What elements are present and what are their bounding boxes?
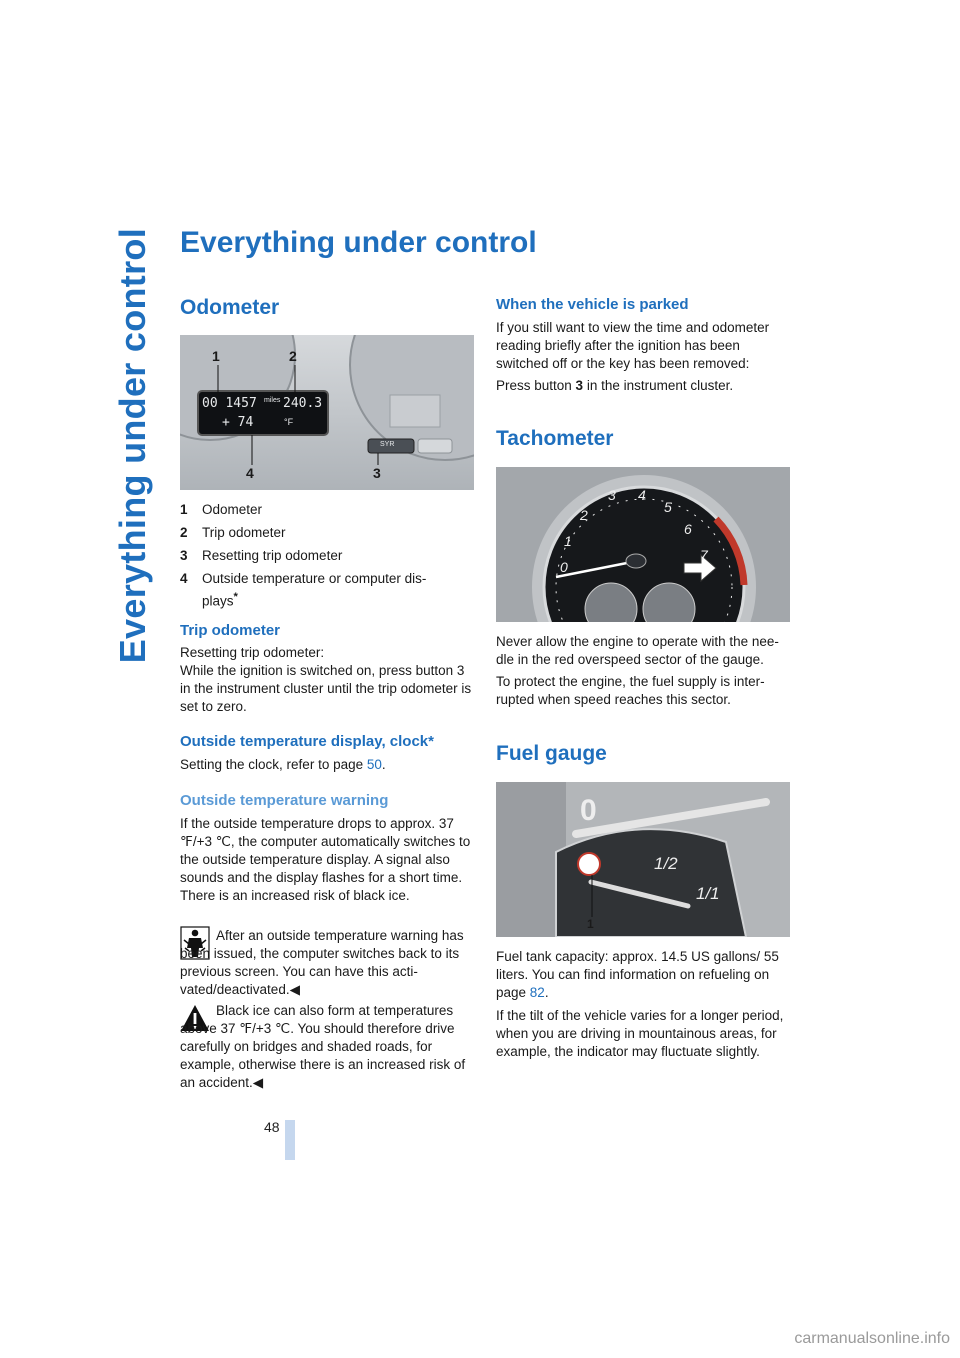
page-link-50[interactable]: 50 bbox=[366, 757, 382, 772]
footnote-star: * bbox=[233, 591, 238, 603]
fuel-gauge-illustration bbox=[496, 782, 790, 937]
trip-text-2: While the ignition is switched on, press button 3 in the instrument cluster until the trip odometer is set to zero. bbox=[180, 663, 472, 714]
odometer-heading: Odometer bbox=[180, 296, 280, 319]
tachometer-figure bbox=[496, 467, 790, 622]
fuel-callout-1: 1 bbox=[587, 917, 594, 931]
list-label: Trip odometer bbox=[202, 525, 286, 540]
outside-warning-text: If the outside temperature drops to approx. 37 ℉/+3 ℃, the computer automatically switches to the outside temperature display. A signal also sounds and the display flashes for a short time. There is an increased risk of black ice. bbox=[180, 816, 471, 903]
side-chapter-title: Everything under control bbox=[112, 228, 153, 664]
outside-warning-heading: Outside temperature warning bbox=[180, 792, 389, 809]
page-link-82[interactable]: 82 bbox=[529, 985, 545, 1000]
lcd-temperature: + 74 bbox=[222, 415, 254, 430]
callout-4: 4 bbox=[246, 465, 254, 481]
trip-text-1: Resetting trip odometer: bbox=[180, 645, 325, 660]
fuel-gauge-heading: Fuel gauge bbox=[496, 742, 607, 765]
note-2-text: Black ice can also form at temperatures above 37 ℉/+3 ℃. You should therefore drive carefully on bridges and shaded roads, for example, otherwise there is an increased risk of an accident.◀ bbox=[180, 1003, 466, 1090]
odometer-illustration bbox=[180, 335, 474, 490]
list-label: Outside temperature or computer dis-plays bbox=[202, 571, 427, 609]
tach-tick-0: 0 bbox=[560, 559, 568, 575]
tach-tick-3: 3 bbox=[608, 487, 616, 503]
lcd-odometer-value: 00 1457 bbox=[202, 396, 257, 411]
fuel-mark-0: 0 bbox=[580, 794, 597, 827]
callout-1: 1 bbox=[212, 348, 220, 364]
odometer-figure bbox=[180, 335, 474, 490]
callout-3: 3 bbox=[373, 465, 381, 481]
page-marker-bar bbox=[285, 1120, 295, 1160]
fuel-mark-half: 1/2 bbox=[654, 854, 678, 873]
parked-heading: When the vehicle is parked bbox=[496, 296, 689, 313]
tachometer-text-2: To protect the engine, the fuel supply is inter-rupted when speed reaches this sector. bbox=[496, 674, 765, 707]
reset-button-label: SYR bbox=[380, 441, 395, 448]
callout-2: 2 bbox=[289, 348, 297, 364]
page-title: Everything under control bbox=[180, 226, 537, 259]
lcd-unit: miles bbox=[264, 397, 281, 404]
fuel-gauge-figure bbox=[496, 782, 790, 937]
parked-text-2: Press button 3 in the instrument cluster. bbox=[496, 378, 734, 393]
lcd-trip-value: 240.3 bbox=[283, 396, 323, 411]
list-num: 3 bbox=[180, 548, 188, 563]
fuel-mark-full: 1/1 bbox=[696, 884, 720, 903]
tach-tick-2: 2 bbox=[580, 507, 588, 523]
list-item bbox=[180, 524, 470, 542]
list-label: Resetting trip odometer bbox=[202, 548, 343, 563]
note-1-text: After an outside temperature warning has been issued, the computer switches back to its previous screen. You can have this acti-vated/deactivated.◀ bbox=[180, 928, 464, 997]
fuel-text-1: Fuel tank capacity: approx. 14.5 US gallons/ 55 liters. You can find information on refueling on page 82. bbox=[496, 949, 779, 1000]
list-item bbox=[180, 501, 470, 519]
trip-odometer-heading: Trip odometer bbox=[180, 622, 281, 639]
tach-tick-6: 6 bbox=[684, 521, 692, 537]
lcd-temp-unit: °F bbox=[284, 417, 294, 427]
list-num: 4 bbox=[180, 571, 188, 586]
list-item bbox=[180, 570, 470, 609]
list-item bbox=[180, 547, 470, 565]
tach-tick-7: 7 bbox=[700, 547, 708, 563]
tach-tick-4: 4 bbox=[638, 487, 646, 503]
site-watermark: carmanualsonline.info bbox=[794, 1330, 950, 1347]
tach-tick-1: 1 bbox=[564, 533, 572, 549]
list-num: 1 bbox=[180, 502, 188, 517]
outside-display-text: Setting the clock, refer to page 50. bbox=[180, 757, 386, 772]
list-label: Odometer bbox=[202, 502, 263, 517]
tachometer-text-1: Never allow the engine to operate with the nee-dle in the red overspeed sector of the gauge. bbox=[496, 634, 779, 667]
tachometer-heading: Tachometer bbox=[496, 427, 614, 450]
page-number: 48 bbox=[264, 1119, 280, 1135]
outside-display-heading: Outside temperature display, clock* bbox=[180, 733, 434, 750]
fuel-text-2: If the tilt of the vehicle varies for a longer period, when you are driving in mountainous areas, for example, the indicator may fluctuate slightly. bbox=[496, 1008, 784, 1059]
parked-text-1: If you still want to view the time and odometer reading briefly after the ignition has been switched off or the key has been removed: bbox=[496, 320, 770, 371]
list-num: 2 bbox=[180, 525, 188, 540]
tach-tick-5: 5 bbox=[664, 499, 672, 515]
